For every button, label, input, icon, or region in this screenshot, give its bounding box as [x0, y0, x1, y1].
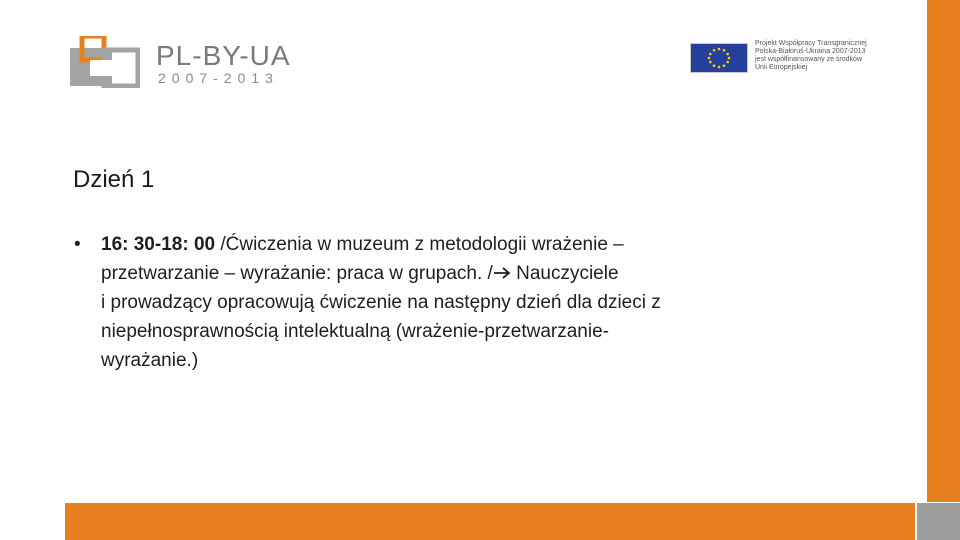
eu-cofinancing-badge [690, 40, 900, 80]
corner-accent [917, 503, 960, 540]
slide-content [74, 230, 754, 375]
bullet-text-line: /Ćwiczenia w muzeum z metodologii wrażenie – [215, 234, 624, 255]
pl-by-ua-logo [70, 36, 302, 92]
eu-text-line: Unii Europejskiej [755, 64, 808, 71]
eu-text-line: Polska-Białoruś-Ukraina 2007-2013 [755, 48, 866, 55]
slide-title: Dzień 1 [73, 166, 155, 193]
bullet-text-line: przetwarzanie – wyrażanie: praca w grupach. / [101, 263, 493, 284]
bottom-accent-bar [65, 503, 915, 540]
logo-text: PL-BY-UA [156, 40, 291, 71]
right-arrow-icon [493, 266, 511, 280]
logo-years: 2007-2013 [158, 70, 279, 86]
logo-mark-icon [70, 36, 140, 88]
bullet-text-line: wyrażanie.) [101, 350, 199, 371]
right-accent-bar [927, 0, 960, 502]
schedule-time: 16: 30-18: 00 [101, 234, 216, 255]
bullet-text-line: niepełnosprawnością intelektualną (wrażenie-przetwarzanie- [101, 321, 609, 342]
bullet-dot-icon: • [74, 234, 81, 255]
bullet-text-line: i prowadzący opracowują ćwiczenie na następny dzień dla dzieci z [101, 292, 661, 313]
eu-text [755, 40, 905, 72]
bullet-text-line: Nauczyciele [510, 263, 619, 284]
eu-text-line: Projekt Współpracy Transgranicznej [755, 40, 867, 47]
bullet-item [74, 230, 754, 375]
eu-text-line: jest współfinansowany ze środków [755, 56, 862, 63]
eu-flag-icon [690, 43, 748, 73]
